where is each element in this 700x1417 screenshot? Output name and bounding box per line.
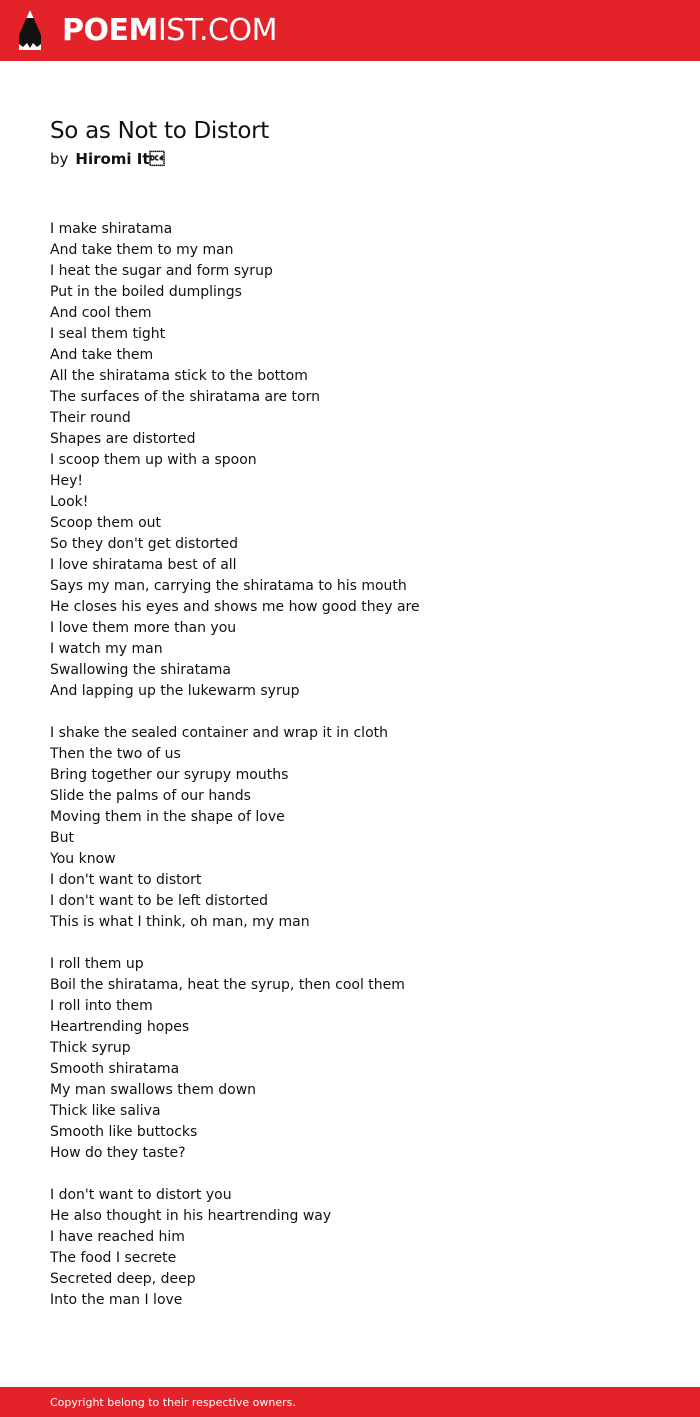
poem-stanza [50,954,650,1164]
poem-line: And take them to my man [50,242,234,258]
logo-text-light: IST.COM [157,13,277,48]
poem-line: Smooth shiratama [50,1061,180,1077]
poem-line: Hey! [50,473,84,489]
poem-line: I roll them up [50,956,144,972]
poem-line: How do they taste? [50,1145,186,1161]
poem-line: Says my man, carrying the shiratama to his mouth [50,578,407,594]
poem-line: The surfaces of the shiratama are torn [50,389,320,405]
poem-body [50,219,650,1311]
poem-line: He closes his eyes and shows me how good they are [50,599,420,615]
poem-stanza [50,1185,650,1311]
poem-line: So they don't get distorted [50,536,239,552]
poem-line: I heat the sugar and form syrup [50,263,273,279]
poem-line: Thick syrup [50,1040,131,1056]
poem-header [50,116,650,169]
poem-line: I love shiratama best of all [50,557,237,573]
author-name[interactable]: Hiromi It [75,150,165,168]
poem-line: I have reached him [50,1229,185,1245]
poem-line: I don't want to distort [50,872,202,888]
poem-line: I make shiratama [50,221,173,237]
poem-line: Thick like saliva [50,1103,161,1119]
poem-line: Bring together our syrupy mouths [50,767,289,783]
poem-line: Smooth like buttocks [50,1124,198,1140]
poem-stanza [50,723,650,933]
poem-line: And take them [50,347,154,363]
poem-title: So as Not to Distort [50,118,270,144]
poem-line: All the shiratama stick to the bottom [50,368,308,384]
by-label: by [50,150,69,168]
poem-line: I shake the sealed container and wrap it in cloth [50,725,389,741]
site-footer [0,1387,700,1417]
poem-line: The food I secrete [50,1250,177,1266]
poem-line: Slide the palms of our hands [50,788,251,804]
poem-line: Look! [50,494,89,510]
poem-line: I seal them tight [50,326,166,342]
byline [50,149,650,169]
poem-line: Moving them in the shape of love [50,809,285,825]
pencil-tip-icon[interactable] [18,10,42,52]
poem-line: Their round [50,410,131,426]
poem-line: But [50,830,74,846]
poem-line: I don't want to distort you [50,1187,232,1203]
poem-line: My man swallows them down [50,1082,257,1098]
poem-line: Heartrending hopes [50,1019,190,1035]
poem-line: I scoop them up with a spoon [50,452,257,468]
copyright-notice: Copyright belong to their respective owners. [50,1396,296,1409]
poem-line: I watch my man [50,641,163,657]
poem-line: This is what I think, oh man, my man [50,914,310,930]
poem-line: Boil the shiratama, heat the syrup, then cool them [50,977,405,993]
poem-line: Swallowing the shiratama [50,662,231,678]
site-header [0,0,700,61]
site-logo[interactable] [62,11,277,51]
poem-line: Put in the boiled dumplings [50,284,242,300]
poem-stanza [50,219,650,702]
poem-line: Scoop them out [50,515,162,531]
poem-line: He also thought in his heartrending way [50,1208,332,1224]
poem-line: And cool them [50,305,152,321]
poem-line: You know [50,851,116,867]
poem-line: Then the two of us [50,746,181,762]
poem-line: Shapes are distorted [50,431,196,447]
poem-line: Secreted deep, deep [50,1271,196,1287]
poem-line: I love them more than you [50,620,237,636]
poem-line: I don't want to be left distorted [50,893,268,909]
poem-line: And lapping up the lukewarm syrup [50,683,300,699]
poem-line: I roll into them [50,998,153,1014]
poem-line: Into the man I love [50,1292,183,1308]
logo-text-bold: POEM [62,13,158,48]
